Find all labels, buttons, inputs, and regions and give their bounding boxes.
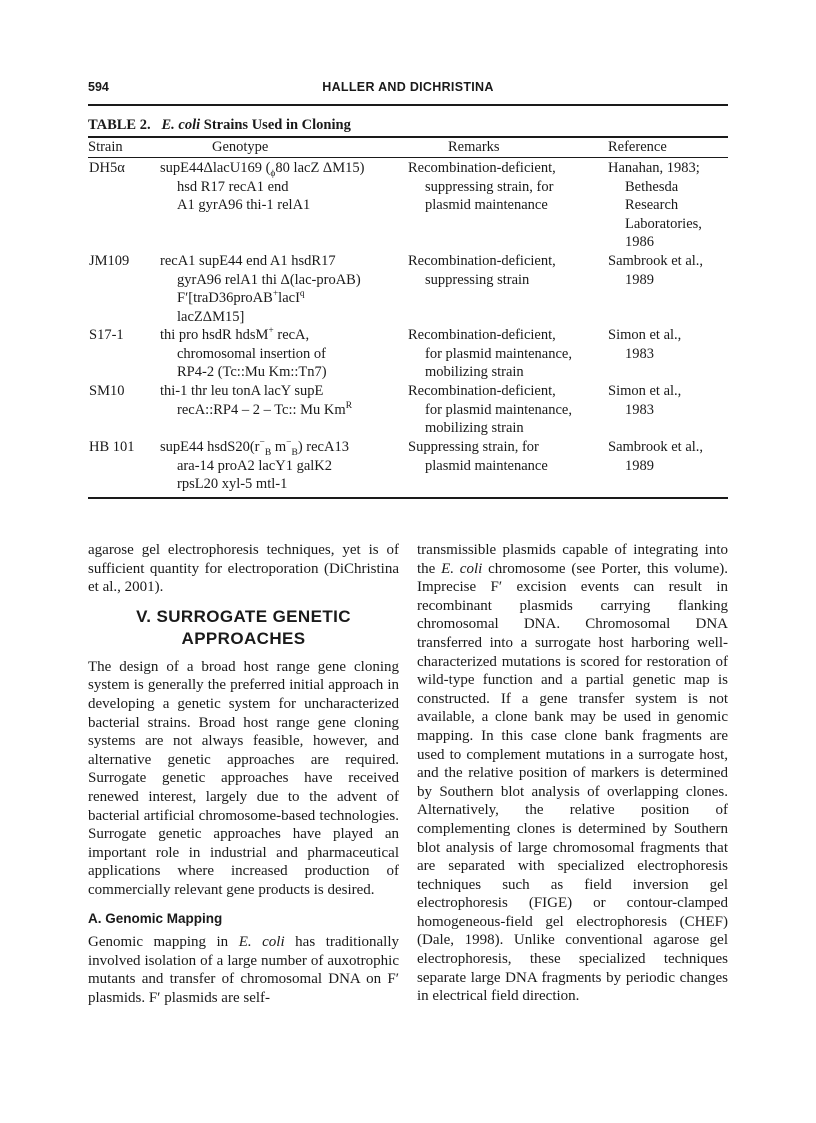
- page-number: 594: [88, 80, 109, 94]
- genotype-cell: thi-1 thr leu tonA lacY supE recA::RP4 – 2 – Tc:: Mu $Km^R$: [160, 383, 353, 418]
- remarks-cell: Recombination-deficient, suppressing strain, for plasmid maintenance: [408, 160, 556, 214]
- genotype-cell: supE44ΔlacU169 ($_\phi 80$ lacZ ΔM15) hsd R17 recA1 end A1 gyrA96 thi-1 relA1: [160, 160, 365, 214]
- reference-cell: Simon et al., 1983: [608, 327, 682, 362]
- strain-cell: DH5α: [89, 160, 125, 176]
- left-column: [88, 541, 399, 1007]
- body-paragraph: transmissible plasmids capable of integrating into the E. coli chromosome (see Porter, this volume). Imprecise F′ excision events can result in recombinant plasmids carrying flanking chromosomal DNA. Chromosomal DNA transferred into a surrogate host harboring well-characterized mutations is scored for restoration of wild-type function and a partial genetic map is constructed. If a gene transfer system is not available, a clone bank may be used in genomic mapping. In this case clone bank fragments are used to complement mutations in a surrogate host, and the relative position of markers is determined by Southern blot analysis of overlapping clones. Alternatively, the relative position of complementing clones is determined by Southern blot analysis of large chromosomal fragments that are separated with specialized electrophoresis techniques such as field inversion gel electrophoresis (FIGE) or contour-clamped homogeneous-field gel electrophoresis (CHEF) (Dale, 1998). Unlike conventional agarose gel electrophoresis, these specialized techniques separate large DNA fragments by periodic changes in electrical field direction.: [417, 542, 729, 1005]
- body-paragraph: agarose gel electrophoresis techniques, yet is of sufficient quantity for electroporation (DiChristina et al., 2001).: [88, 542, 399, 596]
- remarks-cell: Recombination-deficient, for plasmid maintenance, mobilizing strain: [408, 327, 572, 381]
- table-title-italic: E. coli: [161, 117, 201, 133]
- column-header-strain: Strain: [88, 139, 123, 155]
- column-header-remarks: Remarks: [448, 139, 500, 155]
- reference-cell: Sambrook et al., 1989: [608, 253, 704, 288]
- body-paragraph: Genomic mapping in E. coli has traditionally involved isolation of a large number of auxotrophic mutants and transfer of chromosomal DNA on F′ plasmids. F′ plasmids are self-: [88, 934, 400, 1006]
- genotype-cell: recA1 supE44 end A1 hsdR17 gyrA96 relA1 thi Δ(lac-proAB) F′[traD36proAB+lacI$^q$ lacZΔM15]: [160, 253, 361, 325]
- table-header-rule: [88, 157, 728, 158]
- table-bottom-rule: [88, 497, 728, 499]
- remarks-cell: Recombination-deficient, suppressing strain: [408, 253, 556, 288]
- reference-cell: Simon et al., 1983: [608, 383, 682, 418]
- strain-cell: SM10: [89, 383, 125, 399]
- strain-cell: JM109: [89, 253, 130, 269]
- right-column: [417, 541, 728, 1006]
- table-caption: [88, 117, 351, 134]
- subsection-heading: A. Genomic Mapping: [88, 910, 223, 926]
- table-label: TABLE 2.: [88, 117, 151, 133]
- running-title: HALLER AND DICHRISTINA: [322, 80, 494, 94]
- reference-cell: Sambrook et al., 1989: [608, 439, 704, 474]
- reference-cell: Hanahan, 1983; Bethesda Research Laboratories, 1986: [608, 160, 702, 251]
- strain-cell: S17-1: [89, 327, 124, 343]
- genotype-cell: thi pro hsdR hdsM+ recA, chromosomal insertion of RP4-2 (Tc::Mu Km::Tn7): [160, 326, 327, 381]
- column-header-genotype: Genotype: [212, 139, 269, 155]
- remarks-cell: Suppressing strain, for plasmid maintenance: [408, 439, 548, 474]
- strain-cell: HB 101: [89, 439, 135, 455]
- column-header-reference: Reference: [608, 139, 667, 155]
- section-heading: V. SURROGATE GENETIC APPROACHES: [136, 606, 351, 648]
- table-top-rule: [88, 136, 728, 138]
- header-rule: [88, 104, 728, 106]
- body-paragraph: The design of a broad host range gene cloning system is generally the preferred initial approach in developing a genetic system for uncharacterized bacterial strains. Broad host range gene cloning systems are not always feasible, however, and alternative genetic approaches are required. Surrogate genetic approaches have received renewed interest, largely due to the advent of bacterial artificial chromosome-based technologies. Surrogate genetic approaches have played an important role in industrial and pharmaceutical applications where increased production of commercially relevant gene products is desired.: [88, 658, 399, 898]
- genotype-cell: supE44 $hsdS20(r^-_B$ $m^-_B$) recA13 ara-14 proA2 lacY1 galK2 rpsL20 xyl-5 mtl-1: [160, 438, 349, 493]
- remarks-cell: Recombination-deficient, for plasmid maintenance, mobilizing strain: [408, 383, 572, 437]
- running-head: [88, 80, 728, 98]
- table-title-rest: Strains Used in Cloning: [200, 117, 351, 133]
